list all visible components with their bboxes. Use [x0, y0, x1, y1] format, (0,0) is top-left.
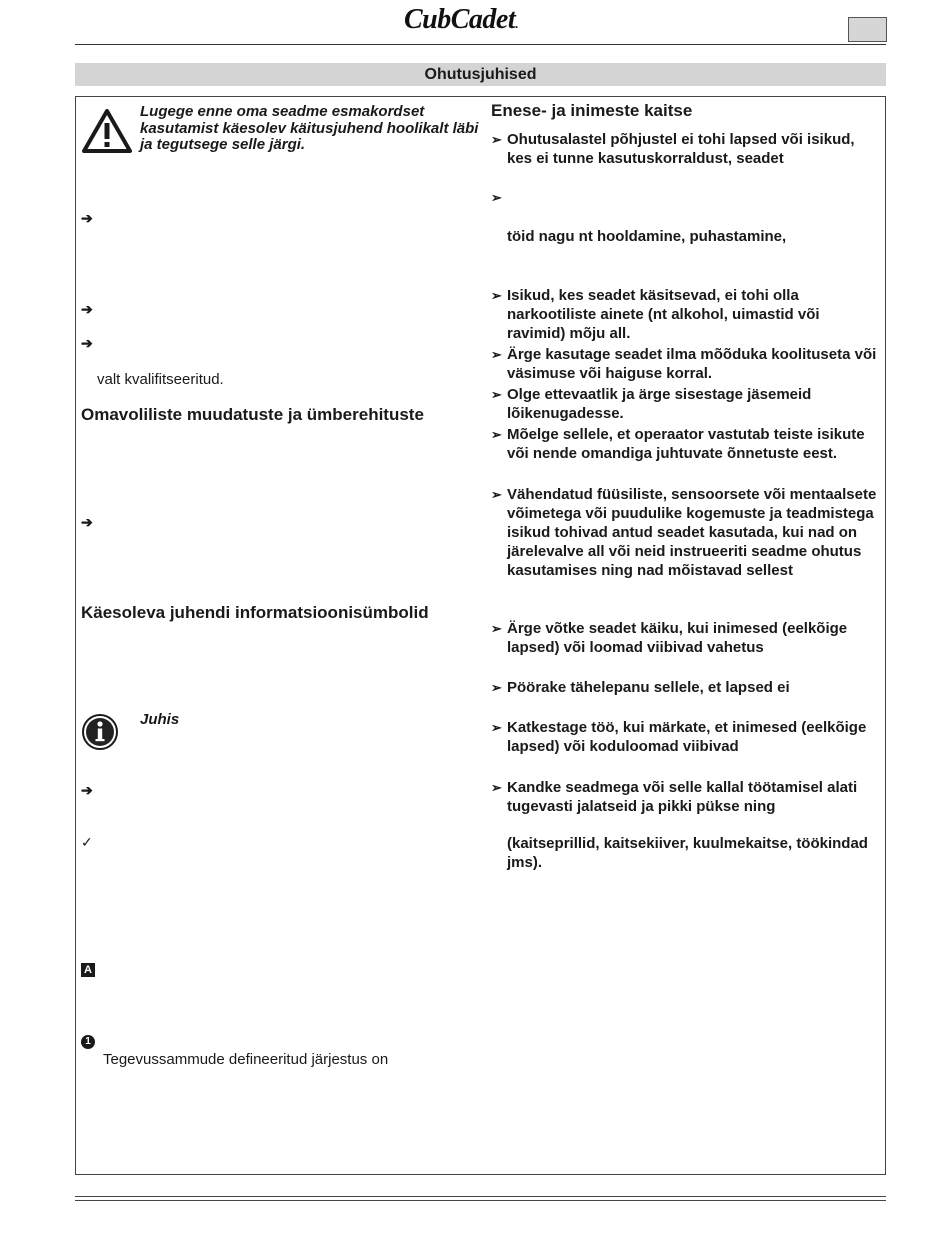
list-item: ➢ Ärge võtke seadet käiku, kui inimesed (eelkõige lapsed) või loomad viibivad vahetus — [491, 620, 848, 656]
footer-rule — [75, 1196, 886, 1197]
bullet-icon: ➢ — [491, 347, 502, 362]
arrow-bullet-icon: ➔ — [81, 514, 93, 530]
step-number-icon: 1 — [81, 1035, 95, 1049]
heading-muudatused: Omavoliliste muudatuste ja ümberehituste — [81, 405, 424, 424]
bullet-icon: ➢ — [491, 487, 502, 502]
heading-symbolid: Käesoleva juhendi informatsioonisümbolid — [81, 603, 429, 622]
brand-logo — [404, 4, 518, 36]
list-item: ➢ Ärge kasutage seadet ilma mõõduka koolituseta või väsimuse või haiguse korral. — [491, 346, 877, 382]
sequence-text: Tegevussammude defineeritud järjestus on — [103, 1051, 389, 1068]
text-hooldamine: töid nagu nt hooldamine, puhastamine, — [507, 228, 787, 245]
bullet-icon: ➢ — [491, 132, 502, 147]
page-title: Ohutusjuhised — [75, 63, 886, 86]
figure-letter-icon: A — [81, 963, 95, 977]
bullet-icon: ➢ — [491, 387, 502, 402]
warning-triangle-icon — [81, 108, 133, 154]
bullet-icon: ➢ — [491, 288, 502, 303]
bullet-icon: ➢ — [491, 427, 502, 442]
arrow-bullet-icon: ➔ — [81, 782, 93, 798]
footer-rule — [75, 1200, 886, 1201]
brand-dot: . — [515, 17, 518, 31]
list-item: ➢ Isikud, kes seadet käsitsevad, ei tohi olla narkootiliste ainete (nt alkohol, uimastid või ravimid) mõju all. — [491, 287, 820, 342]
heading-kaitse: Enese- ja inimeste kaitse — [491, 101, 693, 120]
bullet-icon: ➢ — [491, 190, 502, 205]
list-item: ➢ Mõelge sellele, et operaator vastutab teiste isikute või nende omandiga juhtuvate õnnetuste eest. — [491, 426, 865, 462]
bullet-icon: ➢ — [491, 720, 502, 735]
bullet-icon: ➢ — [491, 780, 502, 795]
list-item: ➢ Olge ettevaatlik ja ärge sisestage jäsemeid lõikenugadesse. — [491, 386, 812, 422]
warning-text: Lugege enne oma seadme esmakordset kasutamist käesolev käitusjuhend hoolikalt läbi ja tegutsege selle järgi. — [140, 103, 479, 153]
text-valt-kvalifitseeritud: valt kvalifitseeritud. — [97, 371, 224, 388]
header-rule — [75, 44, 886, 45]
info-icon — [81, 713, 119, 751]
arrow-bullet-icon: ➔ — [81, 335, 93, 351]
list-item: ➢ Kandke seadmega või selle kallal töötamisel alati tugevasti jalatseid ja pikki pükse ning — [491, 779, 858, 815]
list-item: ➢ Ohutusalastel põhjustel ei tohi lapsed või isikud, kes ei tunne kasutuskorraldust, seadet — [491, 131, 855, 167]
arrow-bullet-icon: ➔ — [81, 210, 93, 226]
list-item: ➢ Vähendatud füüsiliste, sensoorsete või mentaalsete võimetega või puudulike kogemuste ja teadmistega isikud tohivad antud seadet kasutada, kui nad on järelevalve all või neid instrueeriti seadme ohutus kasutamises ning nad mõistavad sellest — [491, 486, 877, 579]
bullet-icon: ➢ — [491, 621, 502, 636]
page-number-box — [848, 17, 887, 42]
arrow-bullet-icon: ➔ — [81, 301, 93, 317]
text-kaitsevahendid: (kaitseprillid, kaitsekiiver, kuulmekaitse, töökindad jms). — [507, 835, 868, 871]
check-icon: ✓ — [81, 834, 93, 850]
juhis-label: Juhis — [140, 711, 180, 728]
list-item: ➢ Katkestage töö, kui märkate, et inimesed (eelkõige lapsed) või koduloomad viibivad — [491, 719, 867, 755]
list-item: ➢ Pöörake tähelepanu sellele, et lapsed ei — [491, 679, 790, 696]
bullet-icon: ➢ — [491, 680, 502, 695]
brand-name: CubCadet — [404, 4, 516, 35]
